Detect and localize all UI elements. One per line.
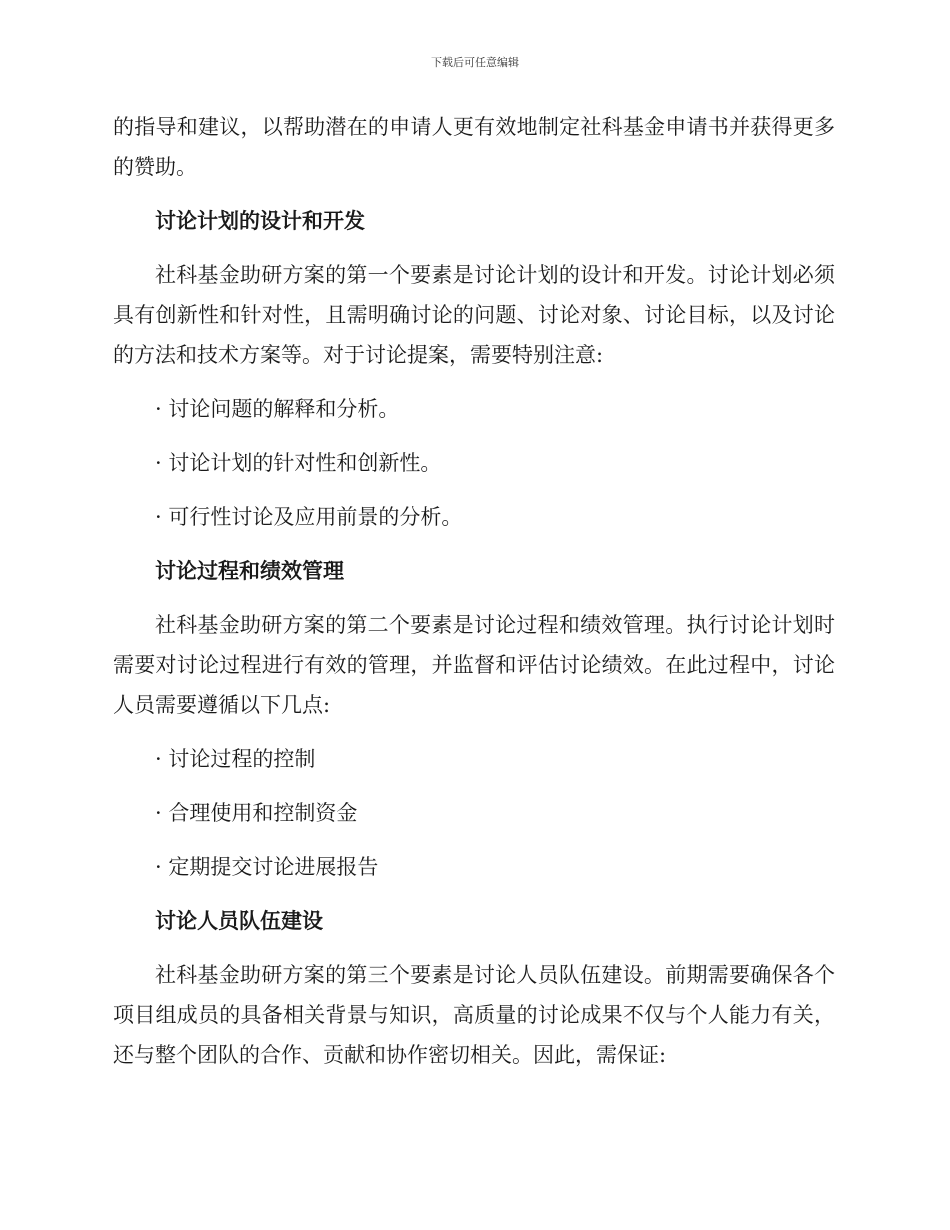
section-heading: 讨论过程和绩效管理 [155, 559, 344, 583]
bullet-item: · 定期提交讨论进展报告 [155, 855, 379, 879]
document-body [113, 107, 835, 1089]
bullet-item: · 讨论计划的针对性和创新性。 [155, 451, 442, 475]
bullet-item: · 可行性讨论及应用前景的分析。 [155, 505, 463, 529]
section-paragraph: 社科基金助研方案的第一个要素是讨论计划的设计和开发。讨论计划必须具有创新性和针对性，且需明确讨论的问题、讨论对象、讨论目标，以及讨论的方法和技术方案等。对于讨论提案，需要特别注意: [113, 263, 835, 367]
section-paragraph: 社科基金助研方案的第二个要素是讨论过程和绩效管理。执行讨论计划时需要对讨论过程进行有效的管理，并监督和评估讨论绩效。在此过程中，讨论人员需要遵循以下几点: [113, 613, 835, 717]
section-heading: 讨论计划的设计和开发 [155, 209, 365, 233]
bullet-item: · 讨论问题的解释和分析。 [155, 397, 400, 421]
section-heading: 讨论人员队伍建设 [155, 909, 323, 933]
section-paragraph: 社科基金助研方案的第三个要素是讨论人员队伍建设。前期需要确保各个项目组成员的具备相关背景与知识，高质量的讨论成果不仅与个人能力有关，还与整个团队的合作、贡献和协作密切相关。因此，需保证: [113, 963, 835, 1067]
bullet-item: · 合理使用和控制资金 [155, 801, 358, 825]
page-header: 下载后可任意编辑 [431, 56, 519, 69]
bullet-item: · 讨论过程的控制 [155, 747, 316, 771]
intro-paragraph: 的指导和建议，以帮助潜在的申请人更有效地制定社科基金申请书并获得更多的赞助。 [113, 115, 835, 179]
